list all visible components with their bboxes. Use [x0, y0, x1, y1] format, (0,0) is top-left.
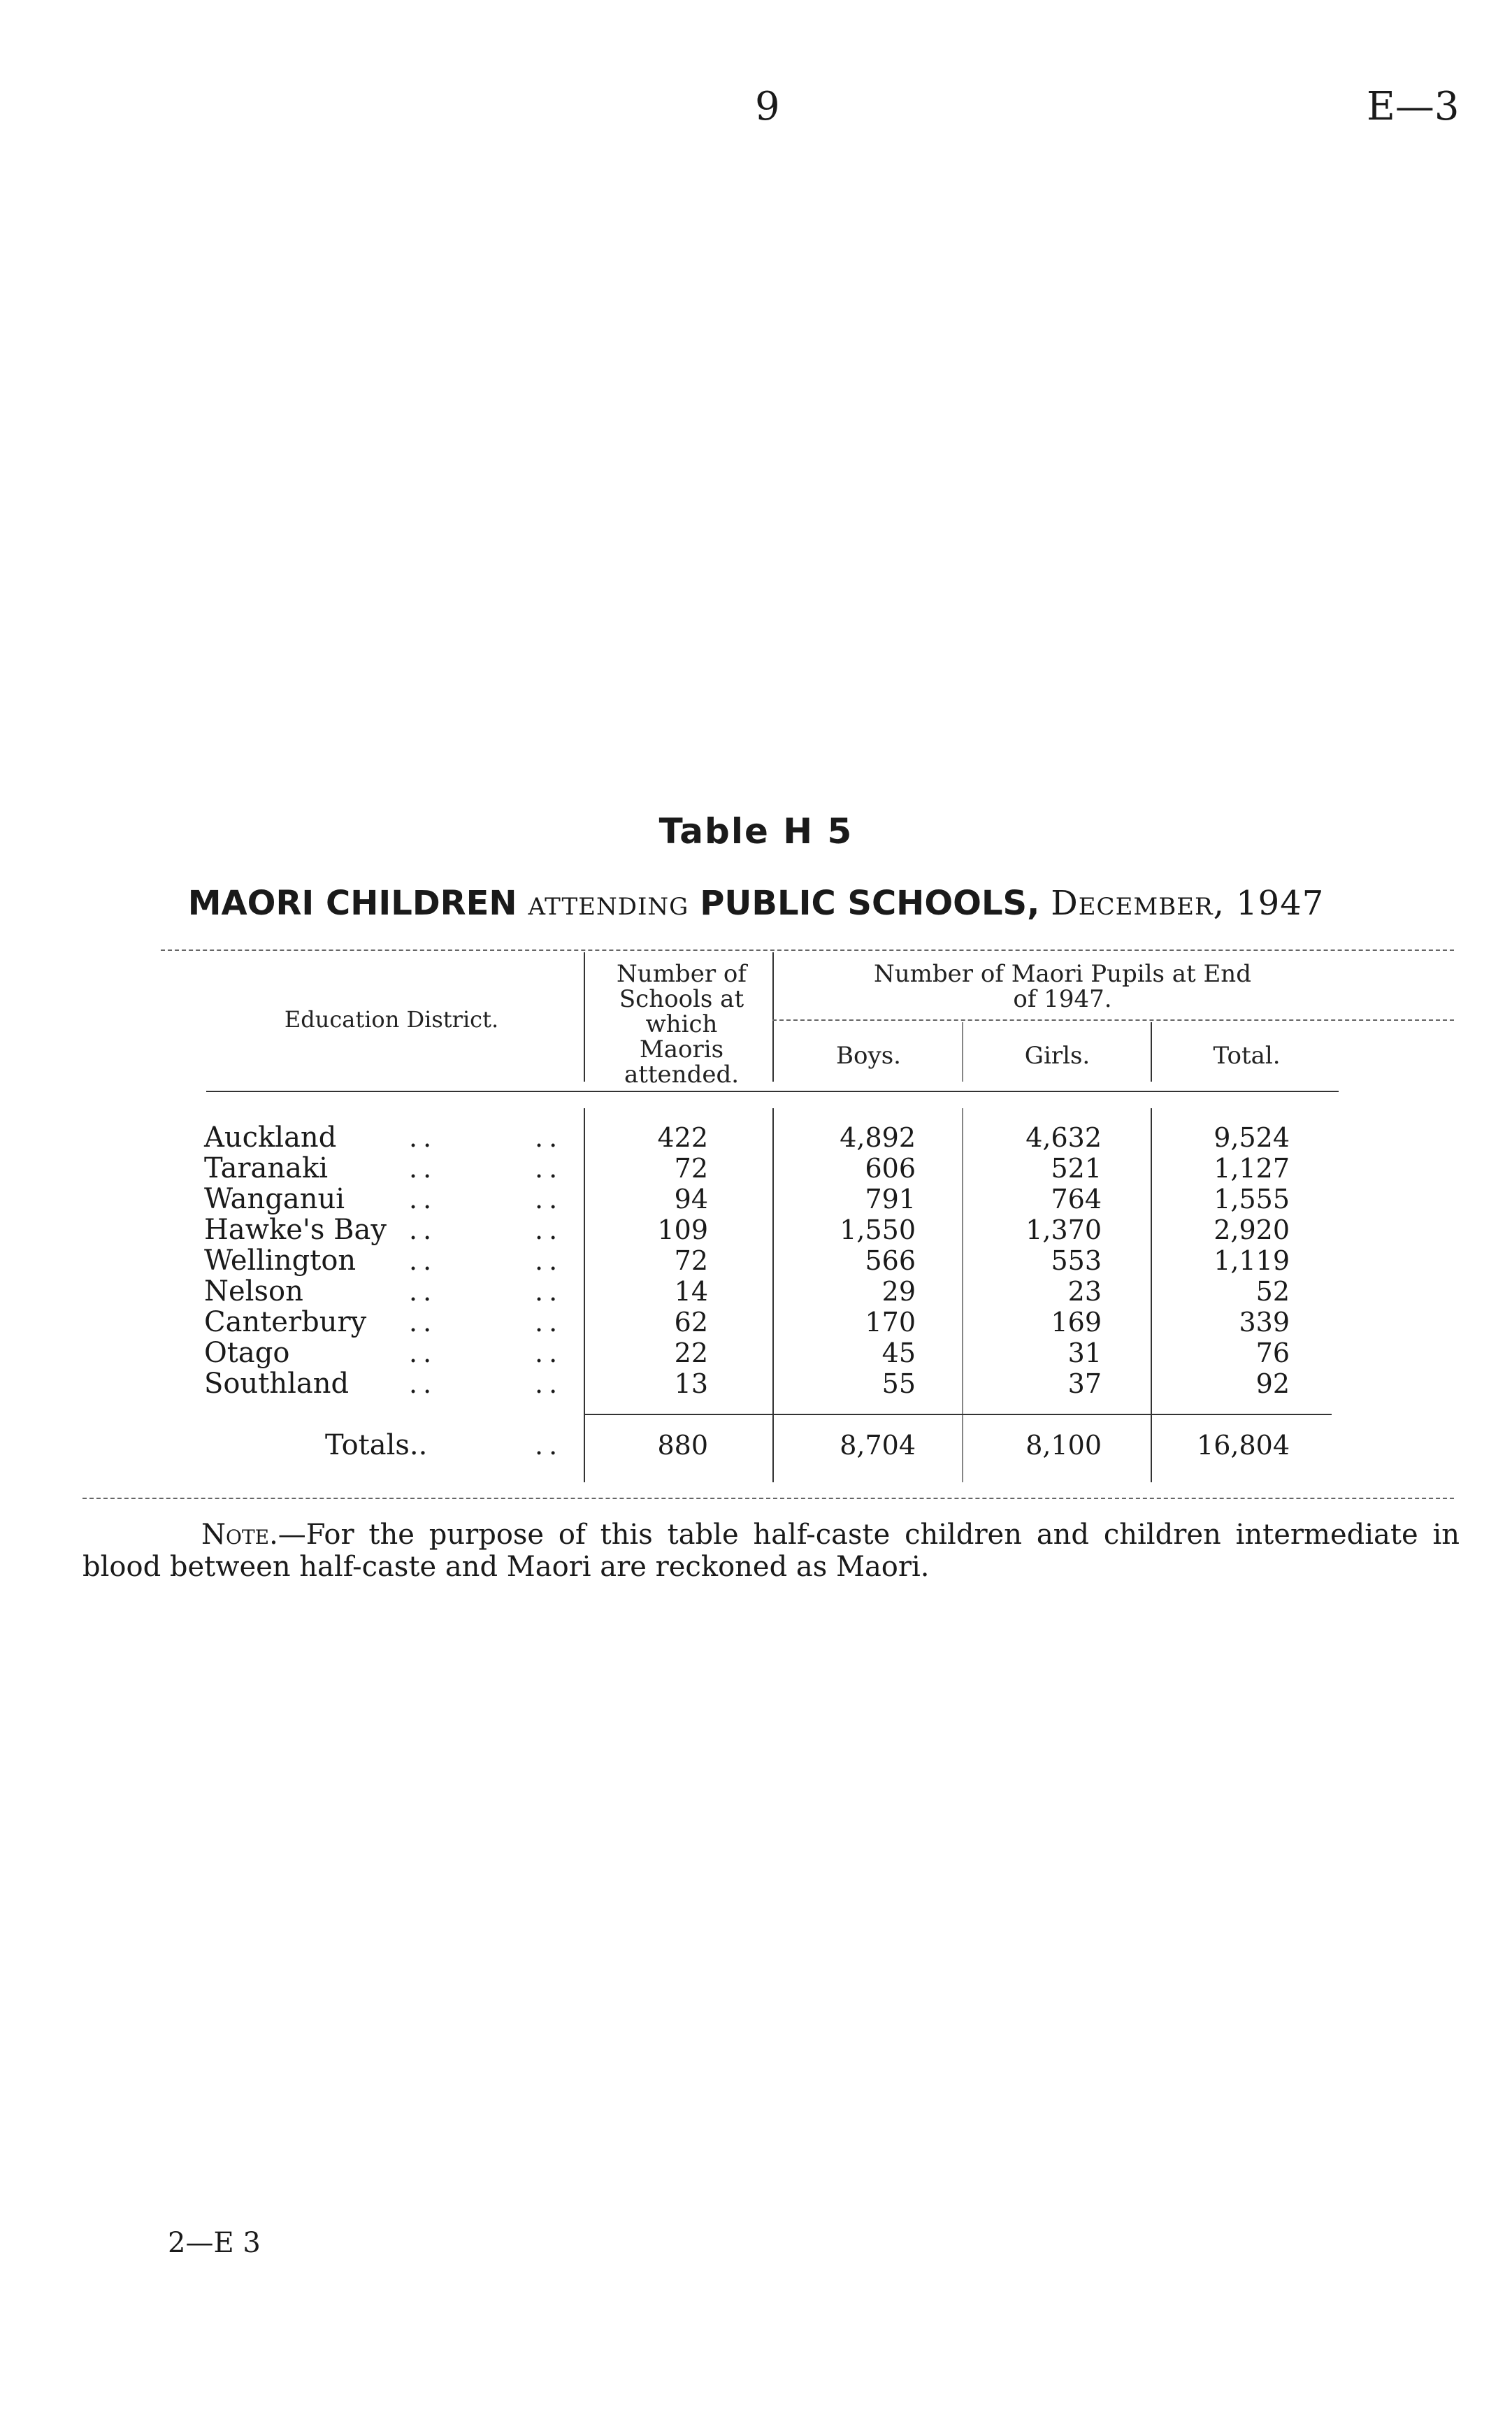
pupils-group-rule: [772, 1019, 1454, 1021]
girls-count: 23: [1067, 1276, 1102, 1307]
dot-leader: ..: [535, 1368, 563, 1399]
table-top-rule: [161, 949, 1454, 951]
column-divider: [962, 1108, 963, 1482]
dot-leader: ..: [409, 1245, 438, 1276]
title-part-3: PUBLIC SCHOOLS,: [700, 884, 1040, 923]
dot-leader: ..: [409, 1307, 438, 1338]
district-name: Wanganui: [204, 1183, 345, 1215]
boys-count: 791: [865, 1184, 916, 1214]
dot-leader: ..: [535, 1122, 563, 1153]
total-count: 92: [1255, 1368, 1290, 1399]
header-girls: Girls.: [1024, 1042, 1090, 1070]
schools-count: 14: [674, 1276, 708, 1307]
boys-count: 1,550: [840, 1214, 916, 1245]
note-text: —For the purpose of this table half-caste children and children intermediate in blood between half-caste and Maori are reckoned as Maori.: [82, 1519, 1460, 1583]
table-note: [82, 1519, 1460, 1583]
page-footer: 2—E 3: [168, 2227, 261, 2259]
page-number: 9: [755, 84, 780, 129]
title-part-4: December, 1947: [1051, 884, 1325, 923]
district-name: Auckland: [204, 1121, 337, 1154]
district-name: Taranaki: [204, 1152, 329, 1184]
total-count: 1,119: [1214, 1245, 1290, 1276]
column-divider: [584, 952, 585, 1082]
schools-count: 422: [657, 1122, 708, 1153]
schools-count: 109: [657, 1214, 708, 1245]
total-count: 52: [1255, 1276, 1290, 1307]
girls-count: 1,370: [1025, 1214, 1102, 1245]
total-count: 9,524: [1214, 1122, 1290, 1153]
header-total: Total.: [1213, 1042, 1281, 1070]
column-divider: [584, 1108, 585, 1482]
boys-count: 566: [865, 1245, 916, 1276]
header-district: Education District.: [284, 1006, 499, 1033]
dot-leader: ..: [409, 1276, 438, 1307]
district-name: Nelson: [204, 1275, 303, 1307]
totals-schools: 880: [657, 1430, 708, 1461]
totals-total: 16,804: [1197, 1430, 1290, 1461]
girls-count: 553: [1051, 1245, 1102, 1276]
schools-count: 22: [674, 1338, 708, 1368]
dot-leader: ..: [409, 1338, 438, 1368]
boys-count: 45: [881, 1338, 916, 1368]
title-part-2: attending: [528, 884, 689, 923]
header-pupils-group: Number of Maori Pupils at End of 1947.: [874, 960, 1251, 1013]
title-part-1: MAORI CHILDREN: [187, 884, 517, 923]
dot-leader: ..: [409, 1153, 438, 1184]
boys-count: 55: [881, 1368, 916, 1399]
document-reference: E—3: [1367, 84, 1460, 129]
header-bottom-rule: [206, 1091, 1339, 1092]
dot-leader: ..: [409, 1184, 438, 1214]
dot-leader: ..: [535, 1153, 563, 1184]
column-divider: [772, 952, 774, 1082]
schools-count: 72: [674, 1245, 708, 1276]
column-divider: [1151, 1022, 1152, 1082]
dot-leader: ..: [409, 1368, 438, 1399]
total-count: 339: [1239, 1307, 1290, 1338]
schools-count: 72: [674, 1153, 708, 1184]
district-name: Southland: [204, 1368, 350, 1400]
dot-leader: ..: [535, 1276, 563, 1307]
schools-count: 62: [674, 1307, 708, 1338]
total-count: 76: [1255, 1338, 1290, 1368]
boys-count: 29: [881, 1276, 916, 1307]
dot-leader: ..: [535, 1214, 563, 1245]
note-lead: Note.: [201, 1519, 278, 1551]
district-name: Otago: [204, 1337, 290, 1369]
column-divider: [772, 1108, 774, 1482]
district-name: Hawke's Bay: [204, 1214, 387, 1246]
dot-leader: ..: [535, 1245, 563, 1276]
girls-count: 764: [1051, 1184, 1102, 1214]
dot-leader: ..: [535, 1307, 563, 1338]
column-divider: [1151, 1108, 1152, 1482]
schools-count: 94: [674, 1184, 708, 1214]
dot-leader: ..: [535, 1338, 563, 1368]
totals-label: Totals..: [325, 1429, 428, 1461]
dot-leader: ..: [535, 1430, 563, 1461]
boys-count: 4,892: [840, 1122, 916, 1153]
table-title: [0, 882, 1512, 923]
total-count: 1,555: [1214, 1184, 1290, 1214]
district-name: Canterbury: [204, 1306, 367, 1338]
table-label: Table H 5: [658, 811, 854, 852]
column-divider: [962, 1022, 963, 1082]
table-bottom-rule: [82, 1498, 1454, 1499]
girls-count: 4,632: [1025, 1122, 1102, 1153]
totals-boys: 8,704: [840, 1430, 916, 1461]
schools-count: 13: [674, 1368, 708, 1399]
girls-count: 521: [1051, 1153, 1102, 1184]
boys-count: 606: [865, 1153, 916, 1184]
header-schools: Number of Schools at which Maoris attended.: [617, 960, 747, 1089]
dot-leader: ..: [409, 1122, 438, 1153]
total-count: 1,127: [1214, 1153, 1290, 1184]
totals-girls: 8,100: [1025, 1430, 1102, 1461]
girls-count: 169: [1051, 1307, 1102, 1338]
district-name: Wellington: [204, 1245, 357, 1277]
header-boys: Boys.: [836, 1042, 901, 1070]
totals-rule: [584, 1414, 1332, 1415]
dot-leader: ..: [535, 1184, 563, 1214]
boys-count: 170: [865, 1307, 916, 1338]
girls-count: 37: [1067, 1368, 1102, 1399]
girls-count: 31: [1067, 1338, 1102, 1368]
dot-leader: ..: [409, 1214, 438, 1245]
total-count: 2,920: [1214, 1214, 1290, 1245]
